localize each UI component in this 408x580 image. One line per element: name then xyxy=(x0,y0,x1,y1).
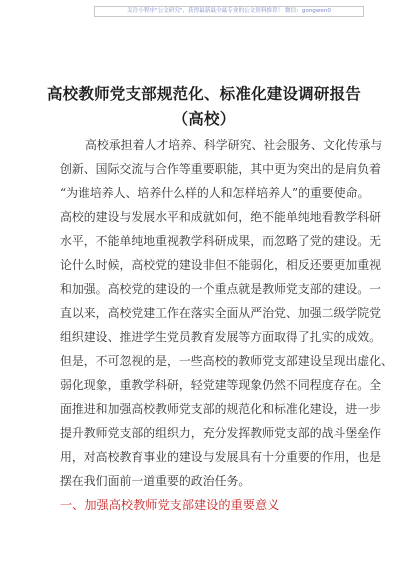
section-heading: 一、加强高校教师党支部建设的重要意义 xyxy=(60,498,280,512)
paragraph-line: 直以来，高校党建工作在落实全面从严治党、加强二级学院党 xyxy=(60,306,382,320)
paragraph-line: 水平，不能单纯地重视教学科研成果，而忽略了党的建设。无 xyxy=(60,234,382,248)
top-banner: 关注小程序"公文研究"，获得最新最全最专业的公文资料推荐！ 微信：gongwen0 xyxy=(94,6,364,17)
paragraph-line: 但是，不可忽视的是，一些高校的教师党支部建设呈现出虚化、 xyxy=(60,354,393,368)
paragraph-line: 摆在我们面前一道重要的政治任务。 xyxy=(60,474,251,488)
paragraph-line: 高校承担着人才培养、科学研究、社会服务、文化传承与 xyxy=(85,138,383,152)
paragraph-line: 高校的建设与发展水平和成就如何，绝不能单纯地看教学科研 xyxy=(60,210,382,224)
paragraph-line: 用，对高校教育事业的建设与发展具有十分重要的作用，也是 xyxy=(60,450,382,464)
document-subtitle: （高校） xyxy=(172,109,236,128)
paragraph-line: 创新、国际交流与合作等重要职能，其中更为突出的是肩负着 xyxy=(60,162,382,176)
paragraph-line: 面推进和加强高校教师党支部的规范化和标准化建设，进一步 xyxy=(60,402,382,416)
paragraph-line: 提升教师党支部的组织力，充分发挥教师党支部的战斗堡垒作 xyxy=(60,426,382,440)
paragraph-line: “为谁培养人、培养什么样的人和怎样培养人”的重要使命。 xyxy=(60,186,370,200)
paragraph-line: 组织建设、推进学生党员教育发展等方面取得了扎实的成效。 xyxy=(60,330,382,344)
paragraph-line: 论什么时候，高校党的建设非但不能弱化，相反还要更加重视 xyxy=(60,258,382,272)
document-title: 高校教师党支部规范化、标准化建设调研报告 xyxy=(46,84,361,103)
paragraph-line: 弱化现象，重教学科研，轻党建等现象仍然不同程度存在。全 xyxy=(60,378,382,392)
paragraph-line: 和加强。高校党的建设的一个重点就是教师党支部的建设。一 xyxy=(60,282,382,296)
